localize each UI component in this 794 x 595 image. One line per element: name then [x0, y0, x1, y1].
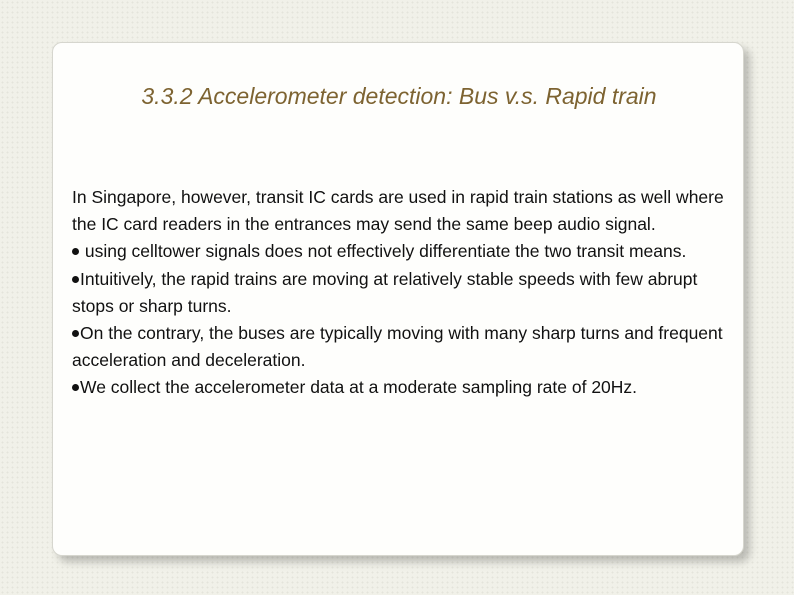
- slide-body: [72, 184, 732, 402]
- bullet-text: We collect the accelerometer data at a moderate sampling rate of 20Hz.: [80, 377, 638, 398]
- bullet-icon: [72, 248, 79, 255]
- bullet-icon: [72, 384, 79, 391]
- bullet-text: Intuitively, the rapid trains are moving at relatively stable speeds with few abrupt stops or sharp turns.: [72, 268, 698, 316]
- slide-card: [52, 42, 744, 556]
- intro-paragraph: In Singapore, however, transit IC cards are used in rapid train stations as well where the IC card readers in the entrances may send the same beep audio signal.: [72, 187, 724, 235]
- bullet-icon: [72, 330, 79, 337]
- bullet-item: [72, 320, 732, 374]
- slide-title: 3.3.2 Accelerometer detection: Bus v.s. Rapid train: [141, 83, 657, 109]
- bullet-item: [72, 266, 732, 320]
- bullet-item: [72, 374, 732, 401]
- bullet-item: [72, 238, 732, 265]
- bullet-icon: [72, 276, 79, 283]
- bullet-text: using celltower signals does not effectively differentiate the two transit means.: [80, 241, 687, 262]
- bullet-text: On the contrary, the buses are typically moving with many sharp turns and frequent acceleration and deceleration.: [72, 323, 723, 371]
